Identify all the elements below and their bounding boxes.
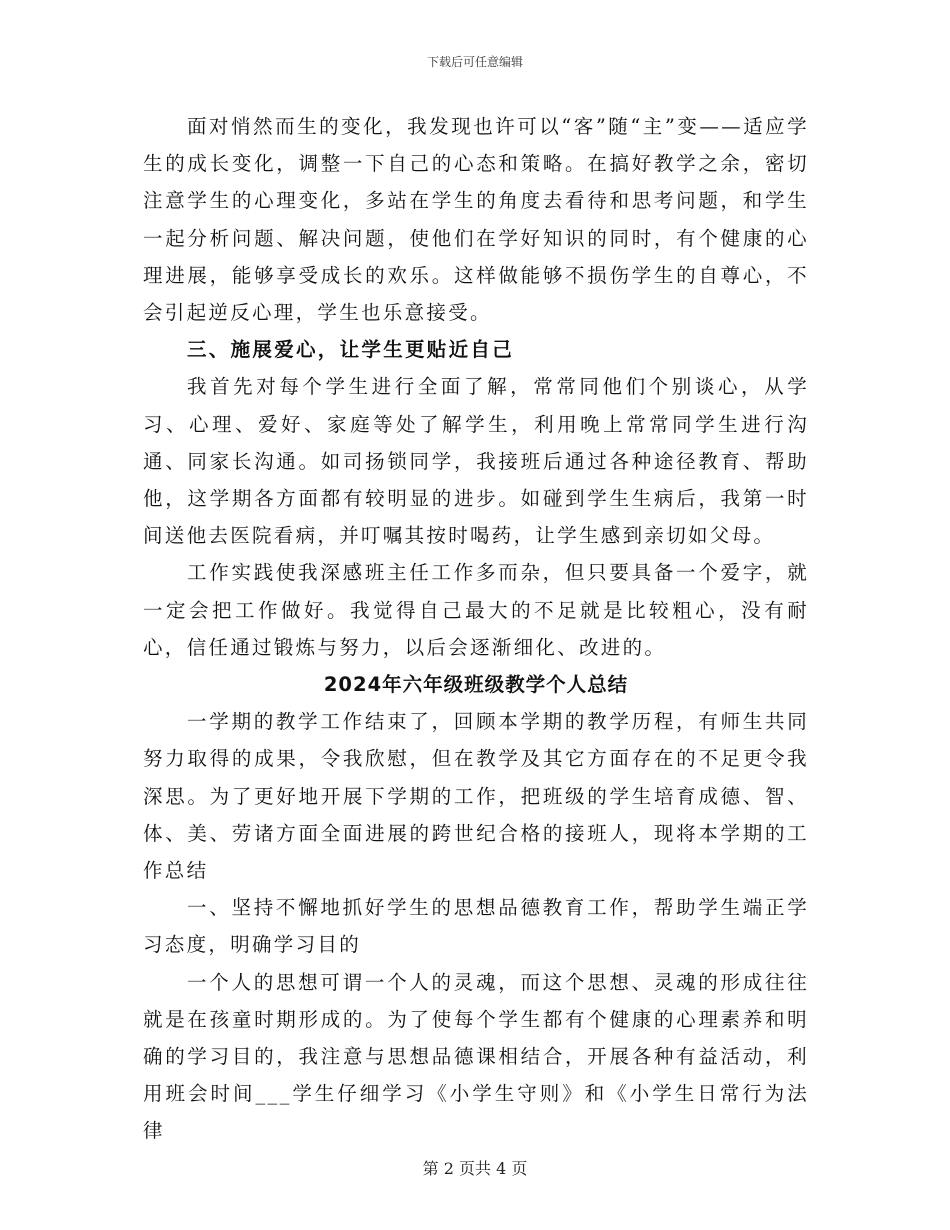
- page-footer: 第 2 页共 4 页: [422, 1159, 528, 1178]
- paragraph-understand-students: 我首先对每个学生进行全面了解，常常同他们个别谈心，从学习、心理、爱好、家庭等处了解学生，利用晚上常常同学生进行沟通、同家长沟通。如司扬锁同学，我接班后通过各种途径教育、帮助他，这学期各方面都有较明显的进步。如碰到学生生病后，我第一时间送他去医院看病，并叮嘱其按时喝药，让学生感到亲切如父母。: [143, 375, 809, 548]
- paragraph-moral-education-heading: 一、坚持不懈地抓好学生的思想品德教育工作，帮助学生端正学习态度，明确学习目的: [143, 896, 809, 957]
- paragraph-moral-education: 一个人的思想可谓一个人的灵魂，而这个思想、灵魂的形成往往就是在孩童时期形成的。为了使每个学生都有个健康的心理素养和明确的学习目的，我注意与思想品德课相结合，开展各种有益活动，利用班会时间___学生仔细学习《小学生守则》和《小学生日常行为法律: [143, 970, 809, 1143]
- page-header: 下载后可任意编辑: [426, 55, 523, 69]
- paragraph-adapt-to-change: 面对悄然而生的变化，我发现也许可以“客”随“主”变——适应学生的成长变化，调整一下自己的心态和策略。在搞好教学之余，密切注意学生的心理变化，多站在学生的角度去看待和思考问题，和学生一起分析问题、解决问题，使他们在学好知识的同时，有个健康的心理进展，能够享受成长的欢乐。这样做能够不损伤学生的自尊心，不会引起逆反心理，学生也乐意接受。: [143, 115, 809, 325]
- paragraph-work-practice: 工作实践使我深感班主任工作多而杂，但只要具备一个爱字，就一定会把工作做好。我觉得自己最大的不足就是比较粗心，没有耐心，信任通过锻炼与努力，以后会逐渐细化、改进的。: [143, 561, 809, 659]
- paragraph-semester-review: 一学期的教学工作结束了，回顾本学期的教学历程，有师生共同努力取得的成果，令我欣慰，但在教学及其它方面存在的不足更令我深思。为了更好地开展下学期的工作，把班级的学生培育成德、智、体、美、劳诸方面全面进展的跨世纪合格的接班人，现将本学期的工作总结: [143, 710, 809, 883]
- section-heading-love: 三、施展爱心，让学生更贴近自己: [187, 338, 515, 362]
- document-title: 2024年六年级班级教学个人总结: [323, 673, 629, 697]
- document-body: [143, 108, 809, 1150]
